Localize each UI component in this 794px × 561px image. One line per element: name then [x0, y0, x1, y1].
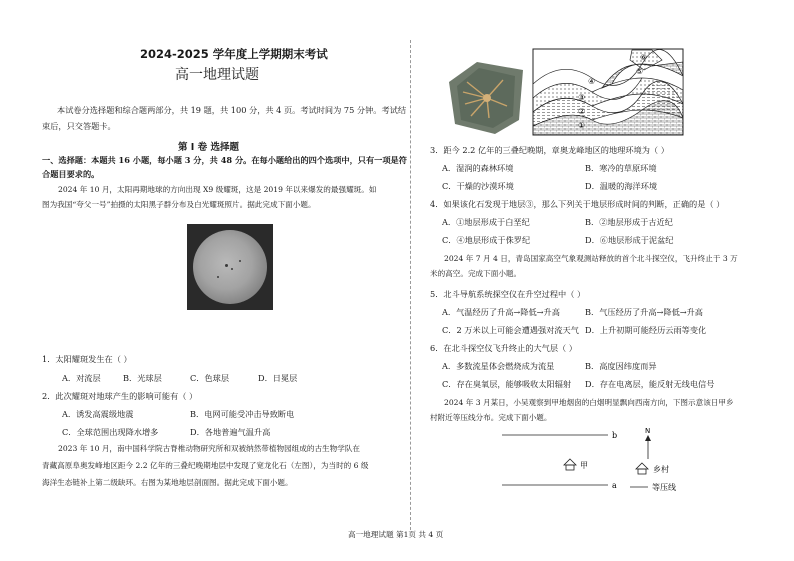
strata-label-5: ⑤	[636, 67, 644, 76]
q6-option-d: D．存在电离层，能反射无线电信号	[585, 379, 715, 389]
jia-location-icon	[564, 459, 576, 470]
q6-option-a: A．多数流星体会燃烧成为流星	[442, 361, 555, 371]
isobar-label-a: a	[612, 481, 617, 490]
village-icon	[636, 463, 648, 474]
q6-option-b: B．高度因纬度而异	[585, 361, 657, 371]
q5-option-c: C．2 万米以上可能会遭遇强对流天气	[442, 325, 579, 335]
q4-option-b: B．②地层形成于古近纪	[585, 217, 673, 227]
passage4-line-1: 2024 年 3 月某日，小吴观察到甲地烟囱的白烟明显飘向西南方向，下图示意该日甲乡	[444, 398, 734, 407]
q4-option-a: A．①地层形成于白垩纪	[442, 217, 530, 227]
q3-stem: 3．距今 2.2 亿年的三叠纪晚期，章奥龙峰地区的地理环境为（ ）	[430, 145, 669, 155]
q4-option-c: C．④地层形成于侏罗纪	[442, 235, 531, 245]
passage2-line-3: 海洋生态链补上第二级缺环。右图为某地地层剖面图。据此完成下面小题。	[42, 478, 293, 487]
village-label: 乡村	[653, 465, 669, 474]
q6-option-c: C．存在臭氧层，能够吸收太阳辐射	[442, 379, 572, 389]
north-arrow-icon	[645, 435, 651, 459]
intro-line-2: 束后，只交答题卡。	[42, 121, 116, 131]
sunspot	[225, 264, 228, 267]
q2-option-b: B．电网可能受冲击导致断电	[190, 409, 295, 419]
passage1-line-1: 2024 年 10 月，太阳再期地球的方向出现 X9 级耀斑，这是 2019 年以来爆发的最强耀斑。如	[58, 185, 377, 194]
strata-cross-section	[532, 48, 684, 136]
q5-stem: 5．北斗导航系统探空仪在升空过程中（ ）	[430, 289, 586, 299]
legend-isobar-label: 等压线	[652, 483, 676, 492]
passage2-line-1: 2023 年 10 月，南中国科学院古脊椎动物研究所和双被纳然带植物园组成的古生物学队在	[58, 444, 361, 453]
q4-option-d: D．⑥地层形成于泥盆纪	[585, 235, 674, 245]
column-divider	[410, 40, 411, 530]
q2-option-a: A．诱发高震级地震	[62, 409, 134, 419]
page-footer: 高一地理试题 第1页 共 4 页	[348, 530, 444, 539]
jia-label: 甲	[580, 461, 588, 470]
q6-stem: 6．在北斗探空仪飞升终止的大气层（ ）	[430, 343, 577, 353]
q4-stem: 4．如果该化石发现于地层③，那么下列关于地层形成时间的判断，正确的是（ ）	[430, 199, 725, 209]
passage1-line-2: 图为我国“夸父一号”拍摄的太阳黑子群分布及白光耀斑照片。据此完成下面小题。	[42, 200, 316, 209]
sunspot	[231, 268, 233, 270]
fossil-photo	[447, 60, 525, 136]
passage2-line-2: 青藏高原阜奥发峰地区距今 2.2 亿年的三叠纪晚期地层中发现了宽龙化石（左图），为当时的 6 级	[42, 461, 369, 470]
passage3-line-2: 米的高空。完成下面小题。	[430, 269, 522, 278]
q1-option-c: C．色球层	[190, 373, 230, 383]
strata-label-3: ③	[578, 93, 586, 102]
strata-label-4: ④	[588, 77, 596, 86]
strata-label-1: ①	[578, 121, 586, 130]
strata-label-2: ②	[578, 107, 586, 116]
q1-option-a: A．对流层	[62, 373, 101, 383]
subject-title: 高一地理试题	[175, 67, 259, 83]
section-title: 第 Ⅰ 卷 选择题	[178, 142, 239, 153]
sunspot	[217, 276, 219, 278]
isobar-map	[470, 425, 700, 495]
sun-disk	[193, 230, 267, 304]
strata-label-6: ⑥	[640, 53, 648, 62]
passage4-line-2: 村附近等压线分布。完成下面小题。	[430, 413, 552, 422]
q1-option-b: B．光球层	[123, 373, 162, 383]
section-instruction-2: 合题目要求的。	[42, 169, 100, 179]
q2-option-d: D．各地普遍气温升高	[190, 427, 271, 437]
q3-option-b: B．寒冷的草原环境	[585, 163, 657, 173]
q5-option-b: B．气压经历了升高→降低→升高	[585, 307, 703, 317]
sun-photo	[187, 224, 273, 310]
q1-option-d: D．日冕层	[258, 373, 298, 383]
intro-line-1: 本试卷分选择题和综合题两部分，共 19 题，共 100 分，共 4 页。考试时间为 75 分钟。考试结	[57, 105, 407, 115]
north-label: N	[645, 427, 651, 435]
q1-stem: 1．太阳耀斑发生在（ ）	[42, 354, 132, 364]
q5-option-d: D．上升初期可能经历云雨等变化	[585, 325, 707, 335]
section-instruction-1: 一、选择题：本题共 16 小题，每小题 3 分，共 48 分。在每小题给出的四个选项中，只有一项是符	[42, 155, 407, 165]
q3-option-a: A．湿润的森林环境	[442, 163, 514, 173]
q5-option-a: A．气温经历了升高→降低→升高	[442, 307, 560, 317]
q3-option-d: D．温暖的海洋环境	[585, 181, 658, 191]
sunspot	[239, 260, 241, 262]
q2-option-c: C．全球范围出现降水增多	[62, 427, 159, 437]
q3-option-c: C．干燥的沙漠环境	[442, 181, 514, 191]
passage3-line-1: 2024 年 7 月 4 日，青岛国家高空气象观测站释放的首个北斗探空仪，飞升终止于 3 万	[444, 254, 738, 263]
q2-stem: 2．此次耀斑对地球产生的影响可能有（ ）	[42, 391, 198, 401]
isobar-label-b: b	[612, 431, 618, 440]
exam-title: 2024-2025 学年度上学期期末考试	[140, 47, 328, 61]
